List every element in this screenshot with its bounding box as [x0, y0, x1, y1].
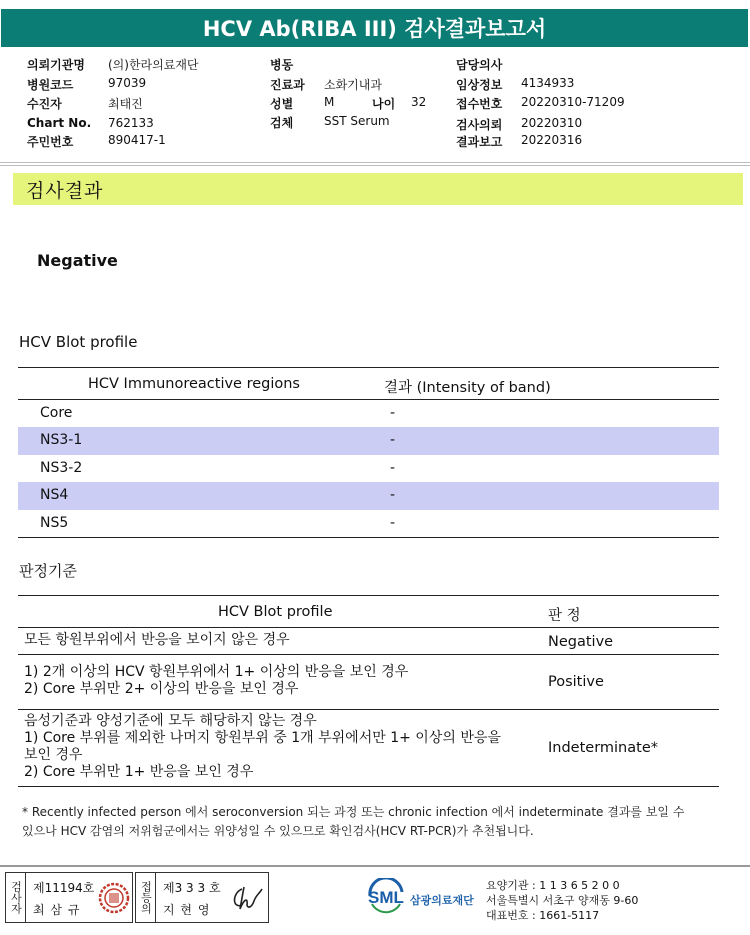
blot-region: NS4	[40, 487, 69, 504]
criteria-col-profile: HCV Blot profile	[218, 604, 333, 620]
criteria-line: 1) Core 부위를 제외한 나머지 항원부위 중 1개 부위에서만 1+ 이상의 반응을	[24, 730, 501, 746]
resident-no-value: 890417-1	[108, 133, 166, 147]
blot-table	[18, 367, 719, 538]
blot-region: Core	[40, 405, 73, 421]
info-divider-2	[0, 165, 750, 166]
reviewer-vertical-label	[136, 873, 156, 922]
company-name: 삼광의료재단	[410, 894, 474, 907]
blot-region: NS5	[40, 514, 69, 531]
chart-no-label: Chart No.	[27, 116, 92, 130]
blot-result: -	[390, 514, 396, 531]
reviewer-license-no: 제3 3 3 호	[163, 881, 221, 895]
examiner-license-no: 제11194호	[33, 881, 95, 895]
table-row	[18, 427, 719, 454]
criteria-line: 음성기준과 양성기준에 모두 해당하지 않는 경우	[24, 713, 317, 729]
specimen-label: 검체	[270, 116, 294, 130]
blot-region: NS3-2	[40, 459, 83, 476]
table-row	[18, 628, 719, 655]
blot-col-result: 결과 (Intensity of band)	[384, 380, 551, 396]
criteria-line: 2) Core 부위만 2+ 이상의 반응을 보인 경우	[24, 681, 299, 697]
criteria-line: 1) 2개 이상의 HCV 항원부위에서 1+ 이상의 반응을 보인 경우	[24, 664, 409, 680]
criteria-judge: Indeterminate*	[548, 740, 658, 756]
examiner-stamp-box	[5, 872, 133, 923]
receipt-no-value: 20220310-71209	[521, 95, 625, 109]
blot-profile-title: HCV Blot profile	[19, 333, 138, 351]
info-divider	[0, 162, 750, 163]
reviewer-name: 지 현 영	[163, 903, 211, 917]
doctor-label: 담당의사	[456, 58, 503, 72]
blot-table-bottom-rule	[18, 537, 719, 538]
table-row	[18, 710, 719, 787]
sex-label: 성별	[270, 97, 294, 111]
company-address: 서울특별시 서초구 양재동 9-60	[486, 894, 639, 907]
criteria-title: 판정기준	[19, 562, 77, 580]
company-logo	[366, 876, 478, 922]
blot-result: -	[390, 432, 396, 449]
contact-info	[486, 878, 638, 923]
footer-divider	[0, 865, 750, 867]
report-title-bar	[1, 9, 748, 47]
blot-result: -	[390, 405, 396, 421]
blot-result: -	[390, 459, 396, 476]
specimen-value: SST Serum	[324, 114, 390, 128]
blot-col-region: HCV Immunoreactive regions	[88, 376, 300, 392]
criteria-judge: Negative	[548, 634, 614, 650]
table-row	[18, 482, 719, 509]
criteria-col-judge: 판 정	[548, 608, 581, 624]
footnote-line-1: * Recently infected person 에서 seroconversion 되는 과정 또는 chronic infection 에서 indeterminate 결과를 보일 수	[22, 805, 685, 819]
request-date-value: 20220310	[521, 116, 583, 130]
criteria-judge: Positive	[548, 674, 604, 690]
blot-region: NS3-1	[40, 432, 83, 449]
age-value: 32	[411, 95, 427, 109]
table-row	[18, 510, 719, 537]
receipt-no-label: 접수번호	[456, 97, 503, 111]
ward-label: 병동	[270, 58, 294, 72]
footnote	[22, 803, 722, 841]
table-row	[18, 655, 719, 710]
report-date-value: 20220316	[521, 133, 583, 147]
clinical-info-value: 4134933	[521, 76, 575, 90]
table-row	[18, 455, 719, 482]
dept-label: 진료과	[270, 78, 305, 92]
hospital-code-value: 97039	[108, 76, 147, 90]
criteria-table	[18, 595, 719, 787]
test-result: Negative	[37, 251, 118, 270]
report-title: HCV Ab(RIBA III) 검사결과보고서	[202, 17, 547, 41]
clinical-info-label: 임상정보	[456, 78, 503, 92]
reviewer-vertical-text: 접등의	[139, 881, 153, 914]
examiner-vertical-label	[6, 873, 26, 922]
sex-value: M	[324, 95, 335, 109]
logo-text: SML	[368, 888, 404, 907]
examiner-name: 최 삼 규	[33, 903, 81, 917]
table-row	[18, 400, 719, 427]
blot-table-header	[18, 367, 719, 400]
patient-label: 수진자	[27, 97, 62, 111]
section-bar	[13, 173, 743, 205]
chart-no-value: 762133	[108, 116, 154, 130]
criteria-line: 보인 경우	[24, 747, 83, 763]
age-label: 나이	[372, 97, 396, 111]
criteria-line: 2) Core 부위만 1+ 반응을 보인 경우	[24, 764, 254, 780]
institution-value: (의)한라의료재단	[108, 58, 199, 72]
seal-icon	[98, 882, 130, 914]
criteria-table-header	[18, 595, 719, 628]
request-date-label: 검사의뢰	[456, 118, 503, 132]
institution-label: 의뢰기관명	[27, 58, 85, 72]
reviewer-stamp-box	[135, 872, 269, 923]
criteria-line: 모든 항원부위에서 반응을 보이지 않은 경우	[24, 632, 290, 648]
examiner-vertical-text: 검사자	[9, 881, 23, 914]
report-date-label: 결과보고	[456, 135, 503, 149]
dept-value: 소화기내과	[324, 78, 382, 92]
section-title: 검사결과	[26, 179, 104, 202]
signature-icon	[230, 885, 266, 913]
resident-no-label: 주민번호	[27, 135, 74, 149]
care-institution-no: 요양기관 : 1 1 3 6 5 2 0 0	[486, 879, 620, 892]
patient-value: 최태진	[108, 97, 143, 111]
company-phone: 대표번호 : 1661-5117	[486, 909, 600, 922]
footnote-line-2: 있으나 HCV 감염의 저위험군에서는 위양성일 수 있으므로 확인검사(HCV RT-PCR)가 추천됩니다.	[22, 824, 534, 838]
hospital-code-label: 병원코드	[27, 78, 74, 92]
blot-result: -	[390, 487, 396, 504]
